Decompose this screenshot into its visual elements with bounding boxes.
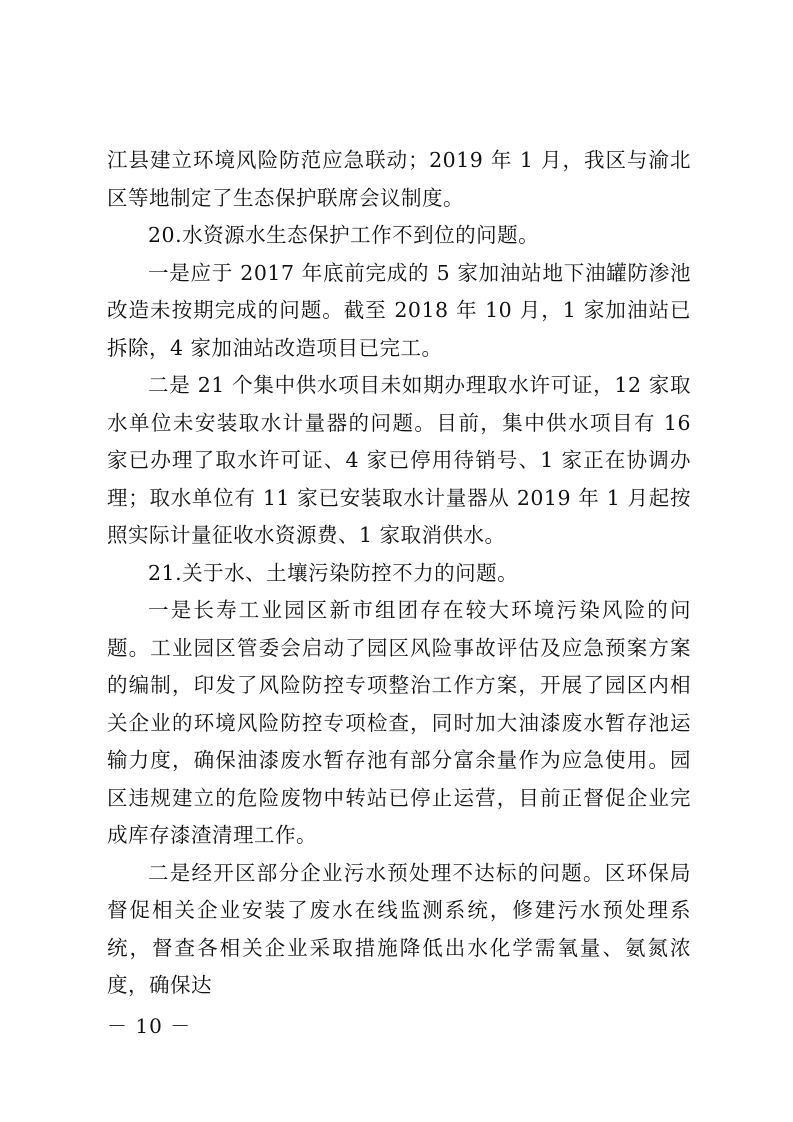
section-heading-20: 20.水资源水生态保护工作不到位的问题。 [148, 223, 540, 247]
paragraph-continuation: 江县建立环境风险防范应急联动；2019 年 1 月，我区与渝北区等地制定了生态保护联席会议制度。 [107, 148, 691, 210]
paragraph-wastewater: 二是经开区部分企业污水预处理不达标的问题。区环保局督促相关企业安装了废水在线监测系统，修建污水预处理系统，督查各相关企业采取措施降低出水化学需氧量、氨氮浓度，确保达 [107, 860, 691, 997]
body-text [107, 142, 691, 1005]
page-number: － 10 － [107, 1014, 192, 1038]
paragraph-water-supply: 二是 21 个集中供水项目未如期办理取水许可证，12 家取水单位未安装取水计量器的问题。目前，集中供水项目有 16 家已办理了取水许可证、4 家已停用待销号、1 家正在协调办理；取水单位有 11 家已安装取水计量器从 2019 年 1 月起按照实际计量征收水资源费、1 家取消供水。 [107, 373, 691, 547]
paragraph-industrial-park: 一是长寿工业园区新市组团存在较大环境污染风险的问题。工业园区管委会启动了园区风险事故评估及应急预案方案的编制，印发了风险防控专项整治工作方案，开展了园区内相关企业的环境风险防控专项检查，同时加大油漆废水暂存池运输力度，确保油漆废水暂存池有部分富余量作为应急使用。园区违规建立的危险废物中转站已停止运营，目前正督促企业完成库存漆渣清理工作。 [107, 598, 691, 847]
section-heading-21: 21.关于水、土壤污染防控不力的问题。 [148, 560, 519, 585]
paragraph-gas-stations: 一是应于 2017 年底前完成的 5 家加油站地下油罐防渗池改造未按期完成的问题。截至 2018 年 10 月，1 家加油站已拆除，4 家加油站改造项目已完工。 [107, 260, 691, 360]
